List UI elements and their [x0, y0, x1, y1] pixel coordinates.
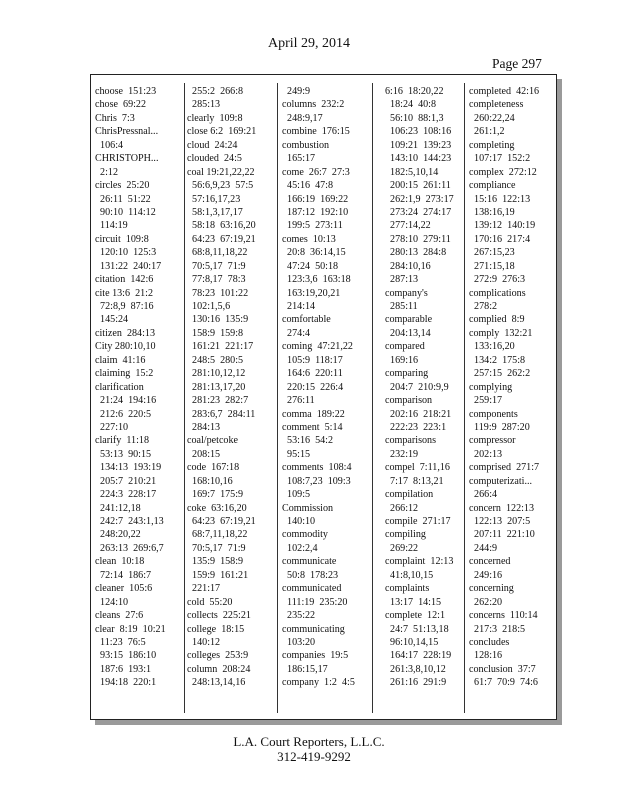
index-entry-line: 222:23 223:1 — [385, 421, 447, 433]
index-entry-line: 276:11 — [282, 395, 315, 407]
index-entry-line: 158:9 159:8 — [187, 327, 244, 339]
index-entry-line: 242:7 243:1,13 — [95, 516, 164, 527]
index-entry-line: 263:13 269:6,7 — [95, 542, 164, 554]
index-entry-line: clarification — [95, 381, 144, 393]
index-entry-line: circuit 109:8 — [95, 233, 149, 245]
index-entry-line: 164:6 220:11 — [282, 368, 343, 380]
index-entry-line: City 280:10,10 — [95, 341, 156, 353]
index-entry-line: 2:12 — [95, 166, 118, 178]
index-entry-line: complications — [469, 287, 526, 299]
index-entry-line: 68:8,11,18,22 — [187, 247, 248, 259]
index-entry-line: 102:1,5,6 — [187, 301, 231, 312]
index-entry-line: 281:10,12,12 — [187, 368, 246, 380]
column-divider — [464, 83, 465, 713]
index-entry-line: 145:24 — [95, 314, 129, 326]
index-entry-line: 169:16 — [385, 354, 419, 366]
index-entry-line: 140:10 — [282, 516, 316, 527]
index-entry-line: 262:20 — [469, 596, 503, 608]
index-entry-line: cleans 27:6 — [95, 610, 144, 622]
index-entry-line: 96:10,14,15 — [385, 636, 439, 648]
index-entry-line: 58:18 63:16,20 — [187, 220, 256, 232]
index-entry-line: 114:19 — [95, 220, 128, 232]
index-entry-line: 271:15,18 — [469, 260, 515, 272]
index-entry-line: 272:9 276:3 — [469, 274, 526, 286]
index-entry-line: comes 10:13 — [282, 233, 336, 245]
index-entry-line: complaints — [385, 583, 430, 595]
index-entry-line: 224:3 228:17 — [95, 489, 157, 501]
index-entry-line: 58:1,3,17,17 — [187, 206, 243, 218]
index-entry-line: citation 142:6 — [95, 274, 154, 286]
transcript-date: April 29, 2014 — [267, 36, 351, 51]
index-entry-line: complete 12:1 — [385, 610, 445, 622]
index-entry-line: 274:4 — [282, 327, 311, 339]
index-entry-line: 140:12 — [187, 636, 221, 648]
index-column-4 — [385, 85, 454, 690]
index-entry-line: 21:24 194:16 — [95, 395, 157, 407]
index-entry-line: comma 189:22 — [282, 408, 345, 420]
index-entry-line: 169:7 175:9 — [187, 489, 244, 501]
index-entry-line: comparing — [385, 368, 429, 380]
index-entry-line: completed 42:16 — [469, 86, 540, 97]
index-entry-line: 163:19,20,21 — [282, 287, 341, 299]
index-entry-line: 202:13 — [469, 448, 503, 460]
index-entry-line: 106:23 108:16 — [385, 126, 452, 138]
index-entry-line: 68:7,11,18,22 — [187, 529, 248, 541]
index-entry-line: completeness — [469, 99, 524, 111]
index-entry-line: 248:9,17 — [282, 112, 323, 124]
index-entry-line: 284:10,16 — [385, 260, 431, 272]
index-entry-line: 220:15 226:4 — [282, 381, 344, 393]
index-entry-line: 266:4 — [469, 489, 498, 501]
index-entry-line: colleges 253:9 — [187, 650, 249, 662]
index-entry-line: concern 122:13 — [469, 502, 535, 514]
index-entry-line: 187:6 193:1 — [95, 663, 152, 675]
index-entry-line: CHRISTOPH... — [95, 153, 159, 165]
index-entry-line: 143:10 144:23 — [385, 153, 452, 165]
index-entry-line: compressor — [469, 435, 516, 447]
index-entry-line: 24:7 51:13,18 — [385, 623, 449, 635]
index-entry-line: 199:5 273:11 — [282, 220, 343, 232]
index-entry-line: 45:16 47:8 — [282, 180, 334, 192]
index-entry-line: 119:9 287:20 — [469, 421, 530, 433]
index-entry-line: 255:2 266:8 — [187, 86, 244, 97]
index-entry-line: 278:2 — [469, 301, 498, 312]
index-entry-line: combustion — [282, 139, 330, 151]
index-entry-line: 105:9 118:17 — [282, 354, 343, 366]
index-entry-line: cloud 24:24 — [187, 139, 238, 151]
index-entry-line: 111:19 235:20 — [282, 596, 348, 608]
index-entry-line: cleaner 105:6 — [95, 583, 153, 595]
index-entry-line: 122:13 207:5 — [469, 516, 531, 527]
index-entry-line: Commission — [282, 502, 334, 514]
index-entry-line: 133:16,20 — [469, 341, 515, 353]
index-entry-line: 139:12 140:19 — [469, 220, 536, 232]
index-entry-line: company's — [385, 287, 428, 299]
index-entry-line: 248:5 280:5 — [187, 354, 244, 366]
index-entry-line: 285:13 — [187, 99, 221, 111]
index-entry-line: 235:22 — [282, 610, 316, 622]
index-entry-line: 56:6,9,23 57:5 — [187, 180, 254, 192]
index-entry-line: comparison — [385, 395, 433, 407]
index-entry-line: 7:17 8:13,21 — [385, 475, 444, 487]
index-entry-line: 248:13,14,16 — [187, 677, 246, 689]
index-entry-line: 53:16 54:2 — [282, 435, 334, 447]
index-entry-line: conclusion 37:7 — [469, 663, 536, 675]
index-entry-line: 106:4 — [95, 139, 124, 151]
index-entry-line: 182:5,10,14 — [385, 166, 439, 178]
index-entry-line: 70:5,17 71:9 — [187, 542, 246, 554]
index-entry-line: 93:15 186:10 — [95, 650, 157, 662]
index-entry-line: 261:1,2 — [469, 126, 505, 138]
index-entry-line: 128:16 — [469, 650, 503, 662]
index-entry-line: cite 13:6 21:2 — [95, 287, 154, 299]
index-entry-line: concerning — [469, 583, 514, 595]
index-entry-line: coal/petcoke — [187, 435, 239, 447]
index-entry-line: come 26:7 27:3 — [282, 166, 350, 178]
index-entry-line: clouded 24:5 — [187, 153, 242, 165]
index-entry-line: 260:22,24 — [469, 112, 515, 124]
index-entry-line: 108:7,23 109:3 — [282, 475, 351, 487]
index-entry-line: 130:16 135:9 — [187, 314, 249, 326]
index-entry-line: 259:17 — [469, 395, 503, 407]
index-entry-line: 95:15 — [282, 448, 311, 460]
index-entry-line: 207:11 221:10 — [469, 529, 535, 541]
index-entry-line: complied 8:9 — [469, 314, 525, 326]
index-entry-line: claim 41:16 — [95, 354, 146, 366]
index-entry-line: 50:8 178:23 — [282, 569, 339, 581]
index-entry-line: commodity — [282, 529, 328, 541]
index-entry-line: 64:23 67:19,21 — [187, 233, 256, 245]
index-entry-line: ChrisPressnal... — [95, 126, 159, 138]
index-entry-line: 103:20 — [282, 636, 316, 648]
index-entry-line: 72:8,9 87:16 — [95, 301, 154, 312]
index-entry-line: 277:14,22 — [385, 220, 431, 232]
index-entry-line: 284:13 — [187, 421, 221, 433]
index-entry-line: compiling — [385, 529, 426, 541]
index-entry-line: 227:10 — [95, 421, 129, 433]
index-entry-line: 285:11 — [385, 301, 418, 312]
index-entry-line: 170:16 217:4 — [469, 233, 531, 245]
index-entry-line: 204:7 210:9,9 — [385, 381, 449, 393]
court-reporter-phone: 312-419-9292 — [277, 749, 351, 764]
index-entry-line: comfortable — [282, 314, 331, 326]
index-entry-line: compilation — [385, 489, 434, 501]
index-entry-line: 124:10 — [95, 596, 129, 608]
index-entry-line: 214:14 — [282, 301, 316, 312]
index-entry-line: 138:16,19 — [469, 206, 515, 218]
index-entry-line: concerned — [469, 556, 511, 568]
index-entry-line: 134:2 175:8 — [469, 354, 526, 366]
index-entry-line: 212:6 220:5 — [95, 408, 152, 420]
index-entry-line: 249:9 — [282, 86, 311, 97]
index-entry-line: 204:13,14 — [385, 327, 431, 339]
index-entry-line: 200:15 261:11 — [385, 180, 451, 192]
index-entry-line: 278:10 279:11 — [385, 233, 451, 245]
index-entry-line: 165:17 — [282, 153, 316, 165]
index-entry-line: 107:17 152:2 — [469, 153, 531, 165]
index-entry-line: 123:3,6 163:18 — [282, 274, 351, 286]
index-entry-line: 273:24 274:17 — [385, 206, 452, 218]
index-entry-line: 287:13 — [385, 274, 419, 286]
index-entry-line: 56:10 88:1,3 — [385, 112, 444, 124]
index-entry-line: 269:22 — [385, 542, 419, 554]
index-entry-line: 15:16 122:13 — [469, 193, 531, 205]
index-entry-line: 248:20,22 — [95, 529, 141, 541]
index-entry-line: 159:9 161:21 — [187, 569, 249, 581]
index-entry-line: 186:15,17 — [282, 663, 328, 675]
index-entry-line: 6:16 18:20,22 — [385, 86, 444, 97]
index-entry-line: compel 7:11,16 — [385, 462, 450, 474]
index-entry-line: compile 271:17 — [385, 516, 451, 527]
index-entry-line: college 18:15 — [187, 623, 245, 635]
index-entry-line: clear 8:19 10:21 — [95, 623, 166, 635]
index-entry-line: Chris 7:3 — [95, 112, 135, 124]
index-entry-line: collects 225:21 — [187, 610, 251, 622]
index-entry-line: communicated — [282, 583, 342, 595]
index-entry-line: choose 151:23 — [95, 86, 157, 97]
index-entry-line: communicating — [282, 623, 345, 635]
column-divider — [277, 83, 278, 713]
index-column-2 — [187, 85, 256, 690]
index-entry-line: 208:15 — [187, 448, 221, 460]
index-entry-line: 194:18 220:1 — [95, 677, 157, 689]
column-divider — [184, 83, 185, 713]
index-entry-line: 262:1,9 273:17 — [385, 193, 454, 205]
index-entry-line: 232:19 — [385, 448, 419, 460]
index-entry-line: close 6:2 169:21 — [187, 126, 257, 138]
index-entry-line: 13:17 14:15 — [385, 596, 442, 608]
index-entry-line: 53:13 90:15 — [95, 448, 152, 460]
index-entry-line: 47:24 50:18 — [282, 260, 339, 272]
index-entry-line: 280:13 284:8 — [385, 247, 447, 259]
index-entry-line: 64:23 67:19,21 — [187, 516, 256, 527]
index-entry-line: clean 10:18 — [95, 556, 145, 568]
index-entry-line: 257:15 262:2 — [469, 368, 531, 380]
index-entry-line: 205:7 210:21 — [95, 475, 157, 487]
index-entry-line: 135:9 158:9 — [187, 556, 244, 568]
index-entry-line: 131:22 240:17 — [95, 260, 162, 272]
index-entry-line: 283:6,7 284:11 — [187, 408, 256, 420]
index-entry-line: 102:2,4 — [282, 542, 318, 554]
index-entry-line: cold 55:20 — [187, 596, 233, 608]
index-entry-line: comparisons — [385, 435, 437, 447]
index-entry-line: coke 63:16,20 — [187, 502, 247, 514]
index-entry-line: 217:3 218:5 — [469, 623, 526, 635]
index-entry-line: communicate — [282, 556, 337, 568]
index-column-5 — [469, 85, 539, 690]
index-entry-line: compared — [385, 341, 425, 353]
index-entry-line: 120:10 125:3 — [95, 247, 157, 259]
index-entry-line: components — [469, 408, 518, 420]
index-entry-line: 90:10 114:12 — [95, 206, 156, 218]
word-index-box — [90, 74, 557, 720]
index-entry-line: 266:12 — [385, 502, 419, 514]
index-entry-line: 249:16 — [469, 569, 503, 581]
index-entry-line: 18:24 40:8 — [385, 99, 437, 111]
index-entry-line: clarify 11:18 — [95, 435, 150, 447]
index-entry-line: coming 47:21,22 — [282, 341, 353, 353]
index-entry-line: 109:21 139:23 — [385, 139, 452, 151]
index-entry-line: computerizati... — [469, 475, 533, 487]
index-entry-line: 109:5 — [282, 489, 311, 501]
court-reporter-name: L.A. Court Reporters, L.L.C. — [233, 734, 385, 749]
index-entry-line: 281:23 282:7 — [187, 395, 249, 407]
index-entry-line: comply 132:21 — [469, 327, 533, 339]
index-entry-line: comments 108:4 — [282, 462, 352, 474]
index-entry-line: concludes — [469, 636, 510, 648]
page-number: Page 297 — [492, 56, 542, 71]
index-entry-line: 166:19 169:22 — [282, 193, 349, 205]
index-entry-line: claiming 15:2 — [95, 368, 154, 380]
index-entry-line: 134:13 193:19 — [95, 462, 162, 474]
column-divider — [372, 83, 373, 713]
index-entry-line: compliance — [469, 180, 516, 192]
index-entry-line: company 1:2 4:5 — [282, 677, 355, 689]
index-entry-line: citizen 284:13 — [95, 327, 155, 339]
index-entry-line: completing — [469, 139, 515, 151]
index-entry-line: 26:11 51:22 — [95, 193, 151, 205]
index-entry-line: 78:23 101:22 — [187, 287, 249, 299]
index-entry-line: combine 176:15 — [282, 126, 350, 138]
index-entry-line: 72:14 186:7 — [95, 569, 152, 581]
index-entry-line: 11:23 76:5 — [95, 636, 146, 648]
index-entry-line: 187:12 192:10 — [282, 206, 349, 218]
index-entry-line: 221:17 — [187, 583, 221, 595]
index-entry-line: 41:8,10,15 — [385, 569, 434, 581]
index-entry-line: comprised 271:7 — [469, 462, 540, 474]
index-entry-line: 161:21 221:17 — [187, 341, 254, 353]
index-entry-line: 77:8,17 78:3 — [187, 274, 246, 286]
index-entry-line: coal 19:21,22,22 — [187, 166, 255, 178]
index-entry-line: column 208:24 — [187, 663, 251, 675]
index-column-3 — [282, 85, 355, 690]
index-column-1 — [95, 85, 166, 690]
index-entry-line: 70:5,17 71:9 — [187, 260, 246, 272]
index-entry-line: 202:16 218:21 — [385, 408, 452, 420]
index-entry-line: circles 25:20 — [95, 180, 150, 192]
index-entry-line: 57:16,17,23 — [187, 193, 241, 205]
index-entry-line: 261:16 291:9 — [385, 677, 447, 689]
index-entry-line: companies 19:5 — [282, 650, 349, 662]
index-entry-line: 261:3,8,10,12 — [385, 663, 446, 675]
index-entry-line: 164:17 228:19 — [385, 650, 452, 662]
index-entry-line: comparable — [385, 314, 433, 326]
index-entry-line: 20:8 36:14,15 — [282, 247, 346, 259]
index-entry-line: 168:10,16 — [187, 475, 233, 487]
index-entry-line: 244:9 — [469, 542, 498, 554]
index-entry-line: complying — [469, 381, 513, 393]
index-entry-line: complaint 12:13 — [385, 556, 454, 568]
index-entry-line: 267:15,23 — [469, 247, 515, 259]
index-entry-line: clearly 109:8 — [187, 112, 243, 124]
index-entry-line: comment 5:14 — [282, 421, 343, 433]
index-entry-line: 281:13,17,20 — [187, 381, 246, 393]
index-entry-line: complex 272:12 — [469, 166, 537, 178]
index-entry-line: columns 232:2 — [282, 99, 345, 111]
index-entry-line: 241:12,18 — [95, 502, 141, 514]
index-entry-line: concerns 110:14 — [469, 610, 538, 622]
index-entry-line: code 167:18 — [187, 462, 240, 474]
index-entry-line: chose 69:22 — [95, 99, 147, 111]
index-entry-line: 61:7 70:9 74:6 — [469, 677, 538, 689]
